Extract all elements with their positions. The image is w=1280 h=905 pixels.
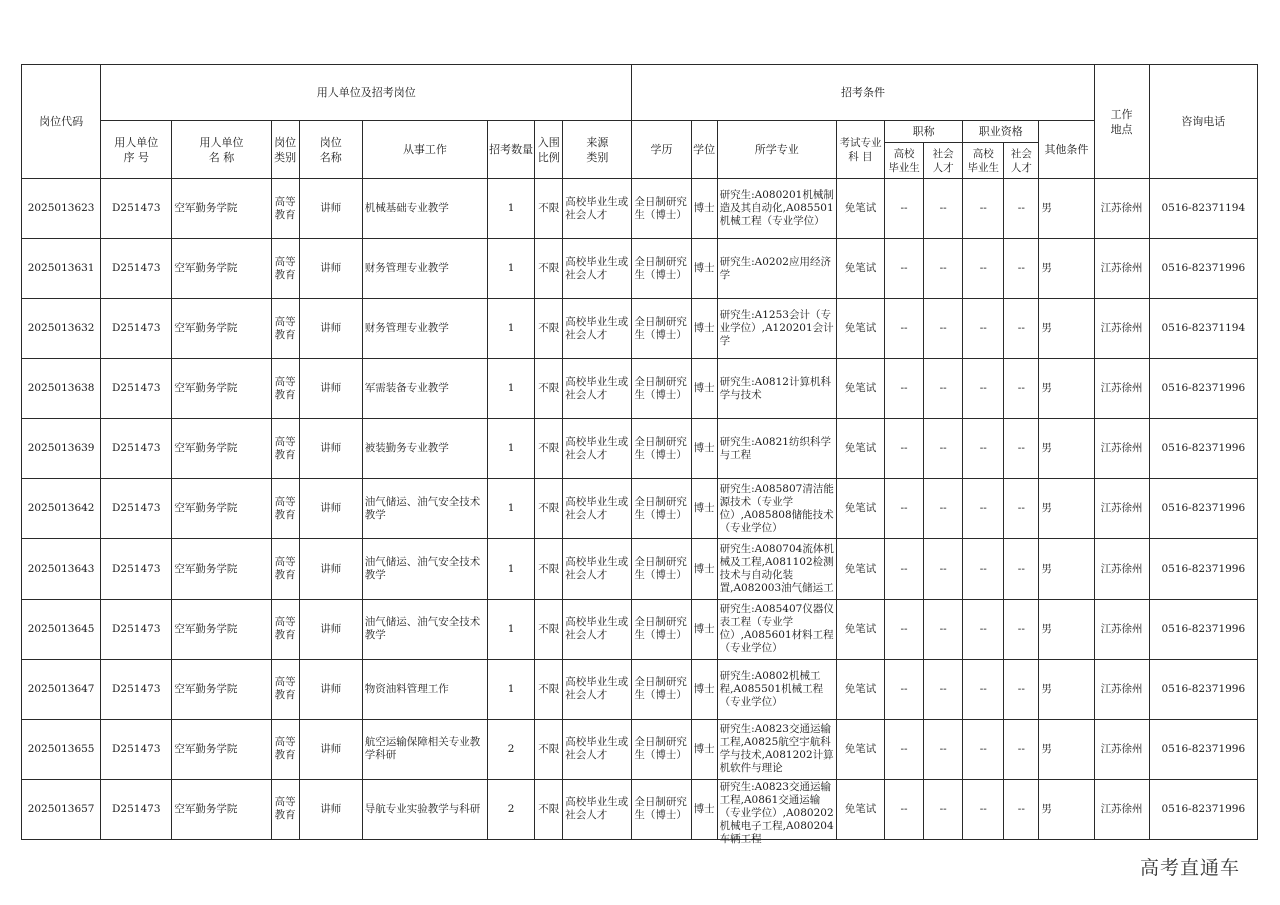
degree-cell: 博士 — [691, 299, 717, 359]
quota-cell: 1 — [488, 359, 535, 419]
exam-cell: 免笔试 — [836, 179, 884, 239]
degree-cell: 博士 — [691, 179, 717, 239]
major-text: 研究生:A0812计算机科学与技术 — [719, 375, 831, 401]
title-grad-cell: -- — [885, 239, 924, 299]
exam-cell: 免笔试 — [836, 719, 884, 779]
table-row — [22, 539, 1258, 599]
exam-cell: 免笔试 — [836, 599, 884, 659]
post-type-cell: 高等教育 — [271, 779, 299, 839]
qual-grad-cell: -- — [963, 299, 1004, 359]
table-row — [22, 239, 1258, 299]
location-cell: 江苏徐州 — [1094, 779, 1149, 839]
duty-cell: 被装勤务专业教学 — [362, 419, 487, 479]
exam-cell: 免笔试 — [836, 359, 884, 419]
qual-social-cell: -- — [1004, 719, 1039, 779]
header-work-location: 工作 地点 — [1094, 65, 1149, 179]
ratio-cell: 不限 — [535, 239, 563, 299]
qual-grad-cell: -- — [963, 179, 1004, 239]
duty-cell: 军需装备专业教学 — [362, 359, 487, 419]
title-social-cell: -- — [924, 539, 963, 599]
post-type-cell: 高等教育 — [271, 419, 299, 479]
qual-grad-cell: -- — [963, 419, 1004, 479]
qual-social-cell: -- — [1004, 239, 1039, 299]
duty-cell: 油气储运、油气安全技术教学 — [362, 479, 487, 539]
qual-social-cell: -- — [1004, 539, 1039, 599]
post-code-cell: 2025013643 — [22, 539, 101, 599]
title-social-cell: -- — [924, 479, 963, 539]
header-phone: 咨询电话 — [1149, 65, 1257, 179]
post-type-cell: 高等教育 — [271, 719, 299, 779]
post-name-cell: 讲师 — [299, 479, 362, 539]
phone-cell: 0516-82371996 — [1149, 479, 1257, 539]
header-unit-seq: 用人单位 序 号 — [101, 121, 172, 179]
degree-cell: 博士 — [691, 719, 717, 779]
location-cell: 江苏徐州 — [1094, 239, 1149, 299]
title-social-cell: -- — [924, 659, 963, 719]
duty-cell: 物资油料管理工作 — [362, 659, 487, 719]
quota-cell: 1 — [488, 179, 535, 239]
post-code-cell: 2025013639 — [22, 419, 101, 479]
table-row — [22, 719, 1258, 779]
ratio-cell: 不限 — [535, 719, 563, 779]
title-grad-cell: -- — [885, 779, 924, 839]
post-name-cell: 讲师 — [299, 659, 362, 719]
header-exam-subject: 考试专业 科 目 — [836, 121, 884, 179]
exam-cell: 免笔试 — [836, 419, 884, 479]
title-grad-cell: -- — [885, 359, 924, 419]
header-post-code: 岗位代码 — [22, 65, 101, 179]
exam-cell: 免笔试 — [836, 659, 884, 719]
header-source: 来源 类别 — [563, 121, 632, 179]
post-code-cell: 2025013655 — [22, 719, 101, 779]
header-title-group: 职称 — [885, 121, 963, 143]
phone-cell: 0516-82371996 — [1149, 719, 1257, 779]
ratio-cell: 不限 — [535, 419, 563, 479]
post-type-cell: 高等教育 — [271, 599, 299, 659]
table-row — [22, 299, 1258, 359]
title-social-cell: -- — [924, 299, 963, 359]
education-cell: 全日制研究生（博士） — [632, 539, 691, 599]
title-social-cell: -- — [924, 179, 963, 239]
quota-cell: 1 — [488, 539, 535, 599]
qual-grad-cell: -- — [963, 239, 1004, 299]
qual-social-cell: -- — [1004, 779, 1039, 839]
ratio-cell: 不限 — [535, 179, 563, 239]
duty-cell: 机械基础专业教学 — [362, 179, 487, 239]
source-cell: 高校毕业生或社会人才 — [563, 719, 632, 779]
table-body — [22, 179, 1258, 845]
phone-cell: 0516-82371996 — [1149, 539, 1257, 599]
quota-cell: 2 — [488, 779, 535, 839]
header-education: 学历 — [632, 121, 691, 179]
education-cell: 全日制研究生（博士） — [632, 239, 691, 299]
title-grad-cell: -- — [885, 539, 924, 599]
degree-cell: 博士 — [691, 779, 717, 839]
header-quota: 招考数量 — [488, 121, 535, 179]
major-text: 研究生:A080201机械制造及其自动化,A085501机械工程（专业学位） — [719, 189, 834, 228]
post-code-cell: 2025013623 — [22, 179, 101, 239]
source-cell: 高校毕业生或社会人才 — [563, 179, 632, 239]
qual-social-cell: -- — [1004, 599, 1039, 659]
table-row — [22, 479, 1258, 539]
major-text: 研究生:A0823交通运输工程,A0861交通运输（专业学位）,A080202机械电子工程,A080204车辆工程 — [719, 780, 834, 845]
major-cell — [717, 419, 836, 479]
table-row — [22, 419, 1258, 479]
post-name-cell: 讲师 — [299, 239, 362, 299]
recruitment-table — [21, 64, 1258, 845]
unit-name-cell: 空军勤务学院 — [172, 719, 271, 779]
phone-cell: 0516-82371996 — [1149, 779, 1257, 839]
quota-cell: 1 — [488, 299, 535, 359]
ratio-cell: 不限 — [535, 299, 563, 359]
other-cell: 男 — [1039, 779, 1094, 839]
other-cell: 男 — [1039, 479, 1094, 539]
post-code-cell: 2025013631 — [22, 239, 101, 299]
table-row — [22, 599, 1258, 659]
table-row — [22, 179, 1258, 239]
unit-name-cell: 空军勤务学院 — [172, 419, 271, 479]
education-cell: 全日制研究生（博士） — [632, 779, 691, 839]
other-cell: 男 — [1039, 659, 1094, 719]
phone-cell: 0516-82371996 — [1149, 239, 1257, 299]
major-text: 研究生:A0823交通运输工程,A0825航空宇航科学与技术,A081202计算机软件与理论 — [719, 723, 834, 775]
location-cell: 江苏徐州 — [1094, 719, 1149, 779]
duty-cell: 油气储运、油气安全技术教学 — [362, 599, 487, 659]
post-type-cell: 高等教育 — [271, 479, 299, 539]
phone-cell: 0516-82371194 — [1149, 299, 1257, 359]
source-cell: 高校毕业生或社会人才 — [563, 659, 632, 719]
post-type-cell: 高等教育 — [271, 539, 299, 599]
post-name-cell: 讲师 — [299, 779, 362, 839]
header-post-type: 岗位 类别 — [271, 121, 299, 179]
post-type-cell: 高等教育 — [271, 239, 299, 299]
post-name-cell: 讲师 — [299, 179, 362, 239]
unit-seq-cell: D251473 — [101, 299, 172, 359]
major-cell — [717, 359, 836, 419]
duty-cell: 航空运输保障相关专业教学科研 — [362, 719, 487, 779]
unit-seq-cell: D251473 — [101, 479, 172, 539]
header-duties: 从事工作 — [362, 121, 487, 179]
unit-seq-cell: D251473 — [101, 239, 172, 299]
ratio-cell: 不限 — [535, 659, 563, 719]
other-cell: 男 — [1039, 359, 1094, 419]
title-social-cell: -- — [924, 719, 963, 779]
other-cell: 男 — [1039, 419, 1094, 479]
ratio-cell: 不限 — [535, 539, 563, 599]
unit-name-cell: 空军勤务学院 — [172, 299, 271, 359]
education-cell: 全日制研究生（博士） — [632, 479, 691, 539]
header-group-conditions: 招考条件 — [632, 65, 1094, 121]
watermark: 高考直通车 — [1140, 857, 1241, 879]
major-cell — [717, 599, 836, 659]
education-cell: 全日制研究生（博士） — [632, 599, 691, 659]
post-code-cell: 2025013638 — [22, 359, 101, 419]
major-cell — [717, 539, 836, 599]
degree-cell: 博士 — [691, 419, 717, 479]
quota-cell: 1 — [488, 479, 535, 539]
header-qual-grad: 高校 毕业生 — [963, 143, 1004, 179]
source-cell: 高校毕业生或社会人才 — [563, 479, 632, 539]
source-cell: 高校毕业生或社会人才 — [563, 359, 632, 419]
major-text: 研究生:A1253会计（专业学位）,A120201会计学 — [719, 309, 834, 348]
title-grad-cell: -- — [885, 479, 924, 539]
unit-name-cell: 空军勤务学院 — [172, 239, 271, 299]
post-name-cell: 讲师 — [299, 719, 362, 779]
unit-name-cell: 空军勤务学院 — [172, 779, 271, 839]
header-other: 其他条件 — [1039, 121, 1094, 179]
ratio-cell: 不限 — [535, 359, 563, 419]
major-text: 研究生:A085407仪器仪表工程（专业学位）,A085601材料工程（专业学位） — [719, 603, 834, 655]
header-major: 所学专业 — [717, 121, 836, 179]
title-grad-cell: -- — [885, 719, 924, 779]
phone-cell: 0516-82371996 — [1149, 359, 1257, 419]
qual-social-cell: -- — [1004, 179, 1039, 239]
phone-cell: 0516-82371996 — [1149, 599, 1257, 659]
major-cell — [717, 779, 836, 845]
header-qualification-group: 职业资格 — [963, 121, 1039, 143]
source-cell: 高校毕业生或社会人才 — [563, 539, 632, 599]
qual-social-cell: -- — [1004, 659, 1039, 719]
source-cell: 高校毕业生或社会人才 — [563, 239, 632, 299]
title-grad-cell: -- — [885, 659, 924, 719]
ratio-cell: 不限 — [535, 599, 563, 659]
exam-cell: 免笔试 — [836, 239, 884, 299]
source-cell: 高校毕业生或社会人才 — [563, 299, 632, 359]
exam-cell: 免笔试 — [836, 539, 884, 599]
source-cell: 高校毕业生或社会人才 — [563, 419, 632, 479]
exam-cell: 免笔试 — [836, 479, 884, 539]
post-name-cell: 讲师 — [299, 599, 362, 659]
degree-cell: 博士 — [691, 659, 717, 719]
duty-cell: 油气储运、油气安全技术教学 — [362, 539, 487, 599]
post-code-cell: 2025013632 — [22, 299, 101, 359]
qual-grad-cell: -- — [963, 779, 1004, 839]
title-grad-cell: -- — [885, 299, 924, 359]
major-text: 研究生:A0802机械工程,A085501机械工程（专业学位） — [719, 669, 824, 708]
other-cell: 男 — [1039, 239, 1094, 299]
post-type-cell: 高等教育 — [271, 359, 299, 419]
other-cell: 男 — [1039, 299, 1094, 359]
exam-cell: 免笔试 — [836, 779, 884, 839]
qual-social-cell: -- — [1004, 419, 1039, 479]
qual-grad-cell: -- — [963, 659, 1004, 719]
major-text: 研究生:A0821纺织科学与工程 — [719, 435, 831, 461]
location-cell: 江苏徐州 — [1094, 599, 1149, 659]
degree-cell: 博士 — [691, 239, 717, 299]
qual-social-cell: -- — [1004, 299, 1039, 359]
title-social-cell: -- — [924, 419, 963, 479]
degree-cell: 博士 — [691, 479, 717, 539]
location-cell: 江苏徐州 — [1094, 659, 1149, 719]
major-text: 研究生:A080704流体机械及工程,A081102检测技术与自动化装置,A082003油气储运工 — [719, 543, 834, 594]
other-cell: 男 — [1039, 599, 1094, 659]
major-cell — [717, 479, 836, 539]
major-cell — [717, 659, 836, 719]
degree-cell: 博士 — [691, 359, 717, 419]
quota-cell: 1 — [488, 599, 535, 659]
header-post-name: 岗位 名称 — [299, 121, 362, 179]
duty-cell: 导航专业实验教学与科研 — [362, 779, 487, 839]
header-qual-social: 社会 人才 — [1004, 143, 1039, 179]
qual-grad-cell: -- — [963, 539, 1004, 599]
header-title-grad: 高校 毕业生 — [885, 143, 924, 179]
post-code-cell: 2025013645 — [22, 599, 101, 659]
unit-seq-cell: D251473 — [101, 359, 172, 419]
unit-name-cell: 空军勤务学院 — [172, 359, 271, 419]
qual-social-cell: -- — [1004, 359, 1039, 419]
post-code-cell: 2025013657 — [22, 779, 101, 839]
title-social-cell: -- — [924, 359, 963, 419]
title-grad-cell: -- — [885, 179, 924, 239]
post-type-cell: 高等教育 — [271, 179, 299, 239]
unit-seq-cell: D251473 — [101, 719, 172, 779]
post-type-cell: 高等教育 — [271, 299, 299, 359]
qual-grad-cell: -- — [963, 599, 1004, 659]
education-cell: 全日制研究生（博士） — [632, 179, 691, 239]
quota-cell: 1 — [488, 419, 535, 479]
unit-seq-cell: D251473 — [101, 419, 172, 479]
exam-cell: 免笔试 — [836, 299, 884, 359]
phone-cell: 0516-82371996 — [1149, 659, 1257, 719]
post-name-cell: 讲师 — [299, 419, 362, 479]
table-row — [22, 359, 1258, 419]
header-group-employer: 用人单位及招考岗位 — [101, 65, 632, 121]
quota-cell: 2 — [488, 719, 535, 779]
unit-seq-cell: D251473 — [101, 179, 172, 239]
header-unit-name: 用人单位 名 称 — [172, 121, 271, 179]
major-cell — [717, 179, 836, 239]
source-cell: 高校毕业生或社会人才 — [563, 599, 632, 659]
unit-seq-cell: D251473 — [101, 659, 172, 719]
title-grad-cell: -- — [885, 419, 924, 479]
unit-name-cell: 空军勤务学院 — [172, 599, 271, 659]
post-name-cell: 讲师 — [299, 539, 362, 599]
other-cell: 男 — [1039, 179, 1094, 239]
unit-seq-cell: D251473 — [101, 779, 172, 839]
title-grad-cell: -- — [885, 599, 924, 659]
major-cell — [717, 719, 836, 779]
title-social-cell: -- — [924, 239, 963, 299]
education-cell: 全日制研究生（博士） — [632, 299, 691, 359]
qual-grad-cell: -- — [963, 479, 1004, 539]
other-cell: 男 — [1039, 539, 1094, 599]
education-cell: 全日制研究生（博士） — [632, 419, 691, 479]
qual-grad-cell: -- — [963, 359, 1004, 419]
title-social-cell: -- — [924, 779, 963, 839]
title-social-cell: -- — [924, 599, 963, 659]
table-row — [22, 779, 1258, 839]
unit-seq-cell: D251473 — [101, 599, 172, 659]
location-cell: 江苏徐州 — [1094, 359, 1149, 419]
unit-seq-cell: D251473 — [101, 539, 172, 599]
education-cell: 全日制研究生（博士） — [632, 659, 691, 719]
qual-social-cell: -- — [1004, 479, 1039, 539]
location-cell: 江苏徐州 — [1094, 479, 1149, 539]
source-cell: 高校毕业生或社会人才 — [563, 779, 632, 839]
unit-name-cell: 空军勤务学院 — [172, 659, 271, 719]
location-cell: 江苏徐州 — [1094, 179, 1149, 239]
phone-cell: 0516-82371996 — [1149, 419, 1257, 479]
table-row — [22, 659, 1258, 719]
ratio-cell: 不限 — [535, 479, 563, 539]
degree-cell: 博士 — [691, 539, 717, 599]
location-cell: 江苏徐州 — [1094, 419, 1149, 479]
unit-name-cell: 空军勤务学院 — [172, 179, 271, 239]
post-code-cell: 2025013647 — [22, 659, 101, 719]
education-cell: 全日制研究生（博士） — [632, 359, 691, 419]
quota-cell: 1 — [488, 659, 535, 719]
quota-cell: 1 — [488, 239, 535, 299]
post-code-cell: 2025013642 — [22, 479, 101, 539]
ratio-cell: 不限 — [535, 779, 563, 839]
post-name-cell: 讲师 — [299, 359, 362, 419]
other-cell: 男 — [1039, 719, 1094, 779]
phone-cell: 0516-82371194 — [1149, 179, 1257, 239]
major-text: 研究生:A085807清洁能源技术（专业学位）,A085808储能技术（专业学位） — [719, 482, 834, 534]
qual-grad-cell: -- — [963, 719, 1004, 779]
location-cell: 江苏徐州 — [1094, 299, 1149, 359]
major-text: 研究生:A0202应用经济学 — [719, 255, 831, 281]
unit-name-cell: 空军勤务学院 — [172, 479, 271, 539]
post-name-cell: 讲师 — [299, 299, 362, 359]
education-cell: 全日制研究生（博士） — [632, 719, 691, 779]
header-degree: 学位 — [691, 121, 717, 179]
duty-cell: 财务管理专业教学 — [362, 299, 487, 359]
location-cell: 江苏徐州 — [1094, 539, 1149, 599]
post-type-cell: 高等教育 — [271, 659, 299, 719]
header-ratio: 入围 比例 — [535, 121, 563, 179]
major-cell — [717, 299, 836, 359]
unit-name-cell: 空军勤务学院 — [172, 539, 271, 599]
duty-cell: 财务管理专业教学 — [362, 239, 487, 299]
major-cell — [717, 239, 836, 299]
header-title-social: 社会 人才 — [924, 143, 963, 179]
degree-cell: 博士 — [691, 599, 717, 659]
